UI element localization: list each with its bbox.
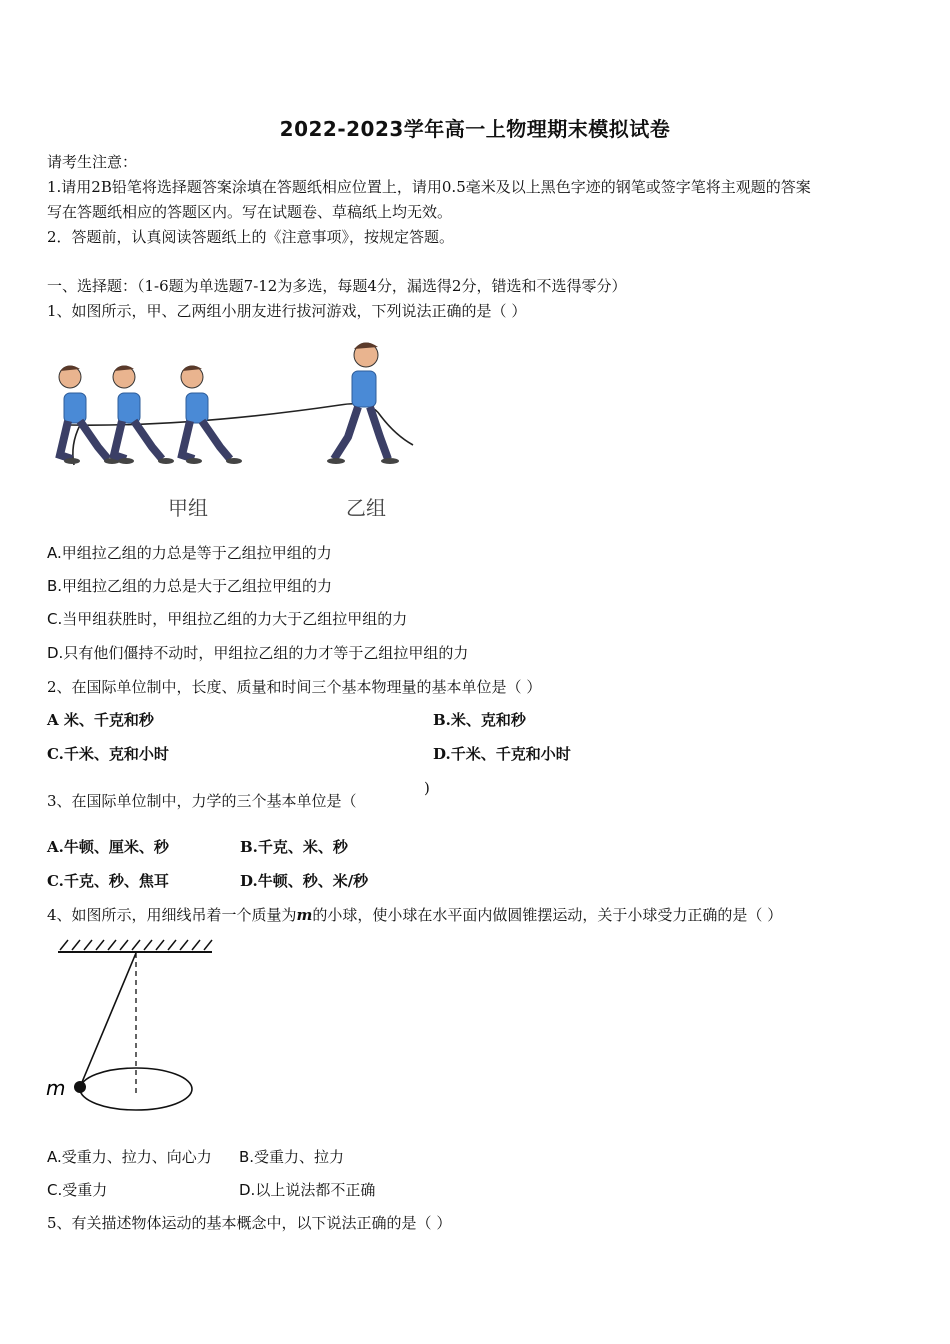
q4-option-c: C.受重力 [47,1181,108,1199]
q3-close-paren: ) [424,779,430,797]
kid-figure [113,365,174,464]
q4-stem [47,905,782,925]
notice-heading: 请考生注意： [47,153,138,171]
q3-option-b: B.千克、米、秒 [240,838,348,856]
kid-figure [59,365,120,464]
q2-option-c: C.千米、克和小时 [47,745,169,763]
q4-stem-pre: 4、如图所示，用细线吊着一个质量为 [47,906,297,924]
q1-option-c: C.当甲组获胜时，甲组拉乙组的力大于乙组拉甲组的力 [47,610,408,628]
q1-stem: 1、如图所示，甲、乙两组小朋友进行拔河游戏，下列说法正确的是（ ） [47,302,527,320]
q2-option-b: B.米、克和秒 [433,711,526,729]
q3-stem: 3、在国际单位制中，力学的三个基本单位是（ [47,792,357,810]
q3-option-d: D.牛顿、秒、米/秒 [240,872,369,890]
figure-label-group-yi: 乙组 [346,496,386,520]
section-heading: 一、选择题：（1-6题为单选题7-12为多选，每题4分，漏选得2分，错选和不选得零分） [47,277,627,295]
q3-option-c: C.千克、秒、焦耳 [47,872,169,890]
q1-option-b: B.甲组拉乙组的力总是大于乙组拉甲组的力 [47,577,333,595]
page-title: 2022-2023学年高一上物理期末模拟试卷 [279,117,671,141]
q4-stem-variable: m [296,906,313,924]
q4-option-b: B.受重力、拉力 [239,1148,345,1166]
mass-label: m [46,1076,66,1100]
q1-option-d: D.只有他们僵持不动时，甲组拉乙组的力才等于乙组拉甲组的力 [47,644,469,662]
notice-item-1-line-1: 1.请用2B铅笔将选择题答案涂填在答题纸相应位置上，请用0.5毫米及以上黑色字迹的钢笔或签字笔将主观题的答案 [47,178,811,196]
notice-item-1-line-2: 写在答题纸相应的答题区内。写在试题卷、草稿纸上均无效。 [47,203,453,221]
kid-figure [181,365,242,464]
conical-pendulum-figure [40,935,220,1120]
q2-option-d: D.千米、千克和小时 [433,745,571,763]
q2-stem: 2、在国际单位制中，长度、质量和时间三个基本物理量的基本单位是（ ） [47,678,542,696]
q2-option-a: A 米、千克和秒 [47,711,154,729]
notice-item-2: 2．答题前，认真阅读答题纸上的《注意事项》，按规定答题。 [47,228,455,246]
q5-stem: 5、有关描述物体运动的基本概念中，以下说法正确的是（ ） [47,1214,452,1232]
q4-option-d: D.以上说法都不正确 [239,1181,376,1199]
q3-option-a: A.牛顿、厘米、秒 [47,838,169,856]
kid-figure [327,342,399,464]
figure-label-group-jia: 甲组 [168,496,208,520]
q4-option-a: A.受重力、拉力、向心力 [47,1148,212,1166]
tug-of-war-figure [40,335,430,525]
q1-option-a: A.甲组拉乙组的力总是等于乙组拉甲组的力 [47,544,332,562]
q4-stem-post: 的小球，使小球在水平面内做圆锥摆运动，关于小球受力正确的是（ ） [312,906,783,924]
